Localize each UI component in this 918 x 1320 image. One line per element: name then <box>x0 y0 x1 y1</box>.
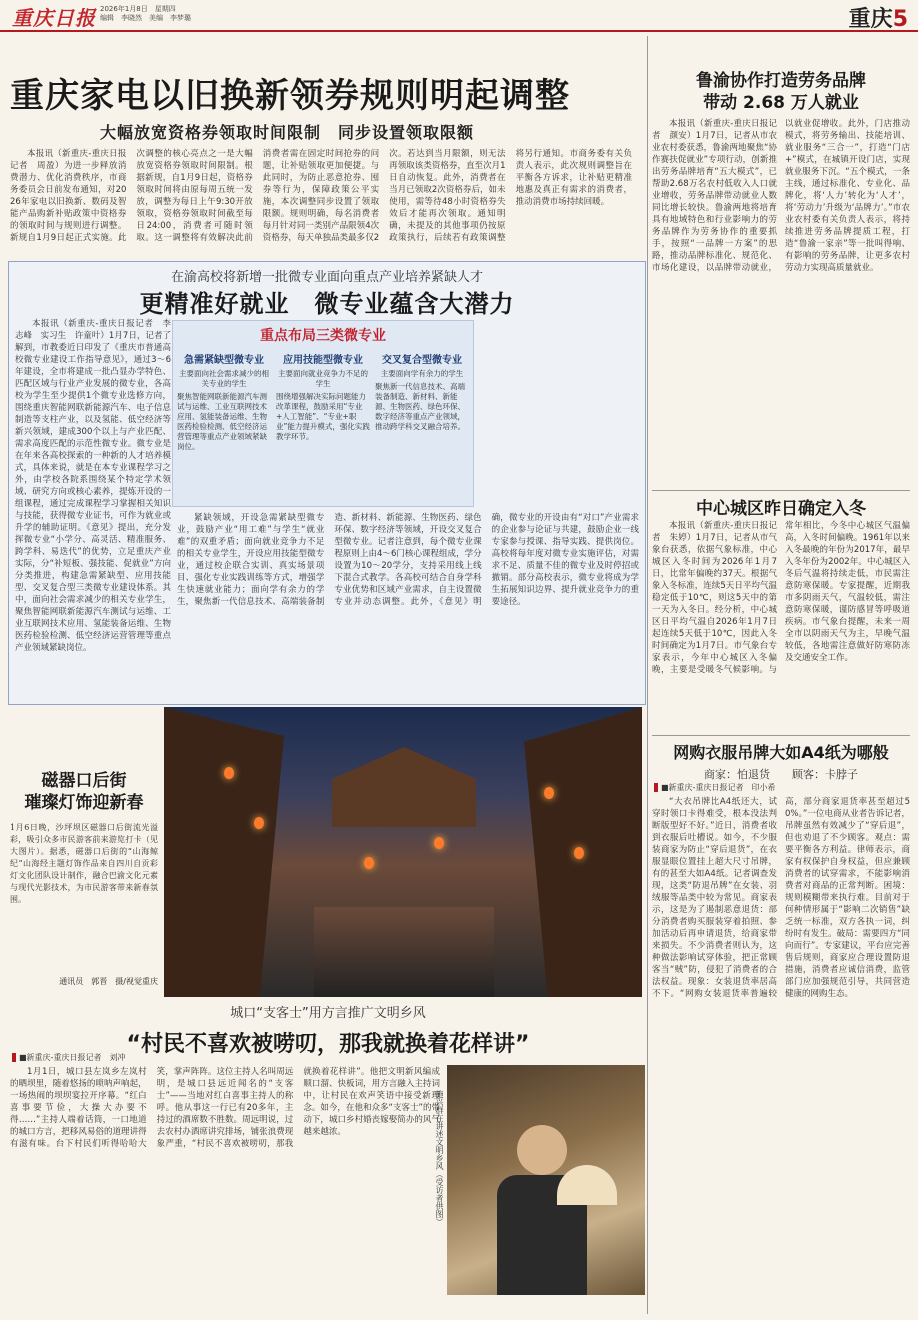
micro-body-left-text: 本报讯（新重庆-重庆日报记者 李志峰 实习生 许童叶）1月7日，记者了解到，市教委近日印发了《重庆市普通高校微专业建设工作指导意见》，通过3～6年建设，全市将建成一批凸显办学特色、匹配区域与行业产业发展的微专业，各高校为学生至少提供1个微专业选修方向，围绕重庆智能网联新能源汽车、电子信息制造等支柱产业，以及氢能、低空经济等新兴领域，建成300个以上与产业匹配、需求高度匹配的示范性微专业。微专业是在年来各高校探索的一种新的人才培养模式，具体来说，就是在本专业课程学习之外，由学校各院系围绕某个特定学术领域、研究方向或核心素养，提炼开设的一组课程，通过完成课程学习掌握相关知识与技能，获得微专业证书，可作为就业或升学的辅助证明。《意见》提出，充分发挥微专业“小学分、高灵活、精准服务、跨学科、易迭代”的优势，立足重庆产业实际，分“补短板、强技能、促就业”方向分类推进，构建急需紧缺型、应用技能型、交叉复合型三类微专业建设体系。其中，面向社会需求减少的相关专业学生，聚焦智能网联新能源汽车测试与运维、工业互联网技术应用、氢能装备运维、生物医药检验检测、低空经济运营管理等重点产业领域紧缺岗位。 <box>15 319 171 653</box>
category-urgent-sub: 主要面向社会需求减少的相关专业的学生 <box>179 369 269 388</box>
dialect-body <box>10 1066 440 1314</box>
micro-headline: 更精准好就业 微专业蕴含大潜力 <box>139 290 515 318</box>
a4-byline-text: ■新重庆-重庆日报记者 印小希 <box>661 783 776 792</box>
category-cross-body: 聚焦新一代信息技术、高端装备制造、新材料、新能源、生物医药、绿色环保、数字经济等重点产业领域，推动跨学科交叉融合培养。 <box>375 382 465 431</box>
lantern-title-1: 磁器口后街 <box>41 771 127 791</box>
lead-body <box>10 148 632 256</box>
lantern-title-2: 璀璨灯饰迎新春 <box>24 793 144 813</box>
lantern-light <box>254 817 264 829</box>
labor-headline-2: 带动 2.68 万人就业 <box>703 93 859 113</box>
labor-headline-1: 鲁渝协作打造劳务品牌 <box>696 71 866 91</box>
labor-story <box>652 70 910 114</box>
lantern-light <box>364 857 374 869</box>
lantern-light <box>544 787 554 799</box>
masthead <box>0 0 918 32</box>
dialect-body-text: 1月1日，城口县左岚乡左岚村的晒坝里，随着悠扬的唢呐声响起，一场热闹的坝坝宴拉开序幕。“红白喜事要节俭，大操大办要不得……”主持人端着话筒，一口地道的城口方言，把移风易俗的道理讲得有滋有味。台下村民们听得哈哈大笑，掌声阵阵。这位主持人名叫周远明，是城口县远近闻名的“支客士”——当地对红白喜事主持人的称呼。他从事这一行已有20多年，主持过的酒席数不胜数。周远明说，过去农村办酒席讲究排场，铺张浪费现象严重，“村民不喜欢被唠叨，那我就换着花样讲”。他把文明新风编成顺口溜、快板词，用方言融入主持词中，让村民在欢声笑语中接受新理念。如今，在他和众多“支客士”的带动下，城口乡村婚丧嫁娶简办的风气越来越浓。 <box>10 1067 440 1149</box>
winter-body <box>652 520 910 730</box>
fan <box>557 1165 617 1205</box>
lantern-story <box>10 770 158 987</box>
section-name: 重庆 <box>848 7 893 32</box>
street-crowd <box>314 907 494 997</box>
a4-byline <box>654 782 775 794</box>
lantern-photo <box>164 707 642 997</box>
labor-body <box>652 118 910 486</box>
category-cross <box>375 351 469 432</box>
dialect-headline: “村民不喜欢被唠叨，那我就换着花样讲” <box>126 1032 530 1057</box>
lead-subhead: 大幅放宽资格券领取时间限制 同步设置领取限额 <box>100 123 475 142</box>
dialect-byline <box>12 1052 125 1064</box>
dialect-story <box>10 1002 646 1058</box>
graphic-title: 重点布局三类微专业 <box>260 328 386 344</box>
micro-body-left <box>15 318 171 698</box>
column-divider <box>647 36 648 1314</box>
a4-body-text: “大衣吊牌比A4纸还大，试穿时领口卡得难受，根本没法判断版型好不好。”近日，消费者收到衣服后吐槽说。如今，不少服装商家为防止“穿后退货”，在衣服显眼位置挂上超大尺寸吊牌，有的甚至大如A4纸。记者调查发现，这类“防退吊牌”在女装、羽绒服等品类中较为常见。商家表示，这是为了遏制恶意退货：部分消费者购买服装穿着拍照、参加活动后再申请退货，给商家带来损失。不少消费者则认为，这种做法影响试穿体验，把正常顾客当“贼”防，侵犯了消费者的合法权益。现象：女装退货率居高不下。“网购女装退货率普遍较高，部分商家退货率甚至超过50%。”一位电商从业者告诉记者，吊牌虽然有效减少了“穿后退”，但也劝退了不少顾客。观点：需要平衡各方利益。律师表示，商家有权保护自身权益，但应兼顾消费者的试穿需求，不能影响消费者对商品的正常判断。困境：规则模糊带来执行难。目前对于何种情形属于“影响二次销售”缺乏统一标准，双方各执一词，纠纷时有发生。破局：需要四方“同向而行”。专家建议，平台应完善售后规则，商家应合理设置防退措施，消费者应诚信消费，监管部门应加强规范引导，共同营造健康的网购生态。 <box>652 797 910 999</box>
issue-editors: 编辑 李晓然 美编 李梦璐 <box>100 14 191 22</box>
labor-body-text: 本报讯（新重庆-重庆日报记者 颜安）1月7日，记者从市农业农村委获悉，鲁渝两地聚焦“协作赛扶促就业”专项行动，创新推出劳务品牌培育“五大模式”，已帮助2.68万名农村低收入人口就业增收，劳务品牌带动就业人数同比增长较快。鲁渝两地将培育具有地域特色和行业影响力的劳务品牌作为劳务协作的重要抓手，按照“一品牌一方案”的思路，推动品牌标准化、规范化、市场化建设，以品牌带动就业，以就业促增收。此外，门店推动模式，将劳务输出、技能培训、就业服务“三合一”，打造“门店+”模式，在城镇开设门店，实现就业服务下沉。“五个模式，一条主线，通过标准化、专业化、品牌化，将‘人力’转化为‘人才’，将‘劳动力’升级为‘品牌力’。”市农业农村委有关负责人表示，将持续推进劳务品牌提质工程，打造“鲁渝一家亲”等一批叫得响、有影响的劳务品牌，让更多农村劳动力实现高质量就业。 <box>652 119 910 273</box>
category-cross-sub: 主要面向学有余力的学生 <box>380 369 464 378</box>
lantern-light <box>434 837 444 849</box>
person-head <box>517 1125 567 1175</box>
dialect-photo-caption: 施兴群在讲述文明乡风（受访者供图） <box>435 1090 444 1226</box>
lantern-credit: 通讯员 郭晋 摄/视觉重庆 <box>59 977 158 986</box>
byline-marker <box>654 783 658 792</box>
category-applied-sub: 主要面向就业竞争力不足的学生 <box>278 369 368 388</box>
issue-meta <box>100 5 191 23</box>
winter-body-text: 本报讯（新重庆-重庆日报记者 朱婷）1月7日，记者从市气象台获悉，依据气象标准，中心城区入冬时间为2026年1月7日，比常年偏晚约37天。根据气象入冬标准，连续5天日平均气温稳定低于10℃，则这5天中的第一天为入冬日。经分析，中心城区日平均气温自2026年1月7日起连续5天低于10℃，因此入冬时间确定为1月7日。市气象台专家表示，今年中心城区入冬偏晚，主要是受暖冬气候影响。与常年相比，今冬中心城区气温偏高，入冬时间偏晚。1961年以来入冬最晚的年份为2017年，最早入冬年份为2002年。中心城区入冬后气温将持续走低，市民需注意防寒保暖。专家提醒，近期我市多阴雨天气，气温较低，需注意防寒保暖，谨防感冒等呼吸道疾病。市气象台提醒，未来一周全市以阴雨天气为主，早晚气温较低，各地需注意做好防寒防冻及交通安全工作。 <box>652 521 910 675</box>
category-urgent-body: 聚焦智能网联新能源汽车测试与运维、工业互联网技术应用、氢能装备运维、生物医药检验检测、低空经济运营管理等重点产业领域紧缺岗位。 <box>177 392 267 451</box>
winter-headline: 中心城区昨日确定入冬 <box>696 499 866 519</box>
lantern-light <box>224 767 234 779</box>
category-urgent-title: 急需紧缺型微专业 <box>184 355 264 366</box>
dialect-byline-text: ■新重庆-重庆日报记者 刘冲 <box>19 1053 126 1062</box>
category-applied-title: 应用技能型微专业 <box>283 355 363 366</box>
a4-story <box>652 740 910 782</box>
byline-marker <box>12 1053 16 1062</box>
category-cross-title: 交叉复合型微专业 <box>382 355 462 366</box>
category-applied <box>276 351 370 442</box>
lead-headline: 重庆家电以旧换新领券规则明起调整 <box>10 76 570 116</box>
page-number: 5 <box>892 7 908 32</box>
section-label <box>849 2 908 33</box>
divider <box>652 735 910 736</box>
a4-tags: 商家：怕退货 顾客：卡脖子 <box>704 768 858 781</box>
a4-body <box>652 796 910 1314</box>
micro-body-right <box>177 512 639 698</box>
divider <box>652 490 910 491</box>
micro-major-graphic <box>172 320 474 507</box>
dialect-kicker: 城口“支客士”用方言推广文明乡风 <box>230 1006 426 1021</box>
lead-body-text: 本报讯（新重庆-重庆日报记者 周盈）为进一步释放消费潜力、优化消费秩序，市商务委员会日前发布通知，对2026年家电以旧换新、数码及智能产品购新补贴政策中资格券的领取时间与规则进行调整。新规自1月9日起正式实施。此次调整的核心亮点之一是大幅放宽资格券领取时间限制。根据新规，自1月9日起，资格券领取时间将由原每周五统一发放，调整为每日上午9:30开放领取，资格券领取时间截至每日24:00，消费者可随时领取。这一调整将有效解决此前消费者需在固定时间抢券的问题，让补贴领取更加便捷。与此同时，为防止恶意抢券、囤券等行为，保障政策公平实施，本次调整同步设置了领取限额。规则明确，每名消费者每月针对同一类别产品限领4次资格券，每天单独品类最多仅2次。若达到当月限额，则无法再领取该类资格券，直至次月1日自动恢复。此外，消费者在当月已领取2次资格券后，如未使用，需等待48小时资格券失效后才能再次领取。通知明确，未提及的其他事项仍按原政策执行，后续若有政策调整将另行通知。市商务委有关负责人表示，此次规则调整旨在平衡各方诉求，让补贴更精准地惠及真正有需求的消费者，推动消费市场持续回暖。 <box>10 149 632 243</box>
a4-headline: 网购衣服吊牌大如A4纸为哪般 <box>673 743 889 762</box>
dialect-photo <box>447 1065 645 1295</box>
lantern-body: 1月6日晚，沙坪坝区磁器口后街流光溢彩，吸引众多市民游客前来游览打卡（见大图片）。据悉，磁器口后街的“山海鲸纪”山海经主题灯饰作品来自四川自贡彩灯文化团队设计制作，融合巴渝文化元素与现代光影技术，为市民游客带来新春氛围。 <box>10 823 158 904</box>
newspaper-logo: 重庆日报 <box>12 6 96 30</box>
micro-kicker: 在渝高校将新增一批微专业面向重点产业培养紧缺人才 <box>170 270 483 285</box>
building-center <box>314 747 494 827</box>
category-urgent <box>177 351 271 452</box>
category-applied-body: 围绕增强解决实际问题能力改革课程，鼓励采用“专业+人工智能”、“专业+职业”能力提升模式，强化实践教学环节。 <box>276 392 370 441</box>
micro-body-right-text: 紧缺领域，开设急需紧缺型微专业，鼓励产业“用工难”与学生“就业难”的双重矛盾；面向就业竞争力不足的相关专业学生，开设应用技能型微专业，通过校企联合实训、真实场景项目、强化专业实践训练等方式，增强学生快速就业能力；面向学有余力的学生，聚焦新一代信息技术、高端装备制造、新材料、新能源、生物医药、绿色环保、数字经济等领域，开设交叉复合型微专业。记者注意到，每个微专业课程原则上由4～6门核心课程组成，学分设置为10～20学分，支持采用线上线下混合式教学。各高校可结合自身学科专业优势和区域产业需求，自主设置微专业并动态调整。此外，《意见》明确，微专业的开设由有“对口”产业需求的企业参与论证与共建，鼓励企业一线专家参与授课、指导实践、提供岗位。高校将每年度对微专业实施评估，对需求不足、质量不佳的微专业及时停招或撤销。部分高校表示，微专业将成为学生拓展知识边界、提升就业竞争力的重要途径。 <box>177 513 639 607</box>
building-left <box>164 707 284 997</box>
issue-date: 2026年1月8日 星期四 <box>100 5 176 13</box>
lantern-light <box>574 847 584 859</box>
